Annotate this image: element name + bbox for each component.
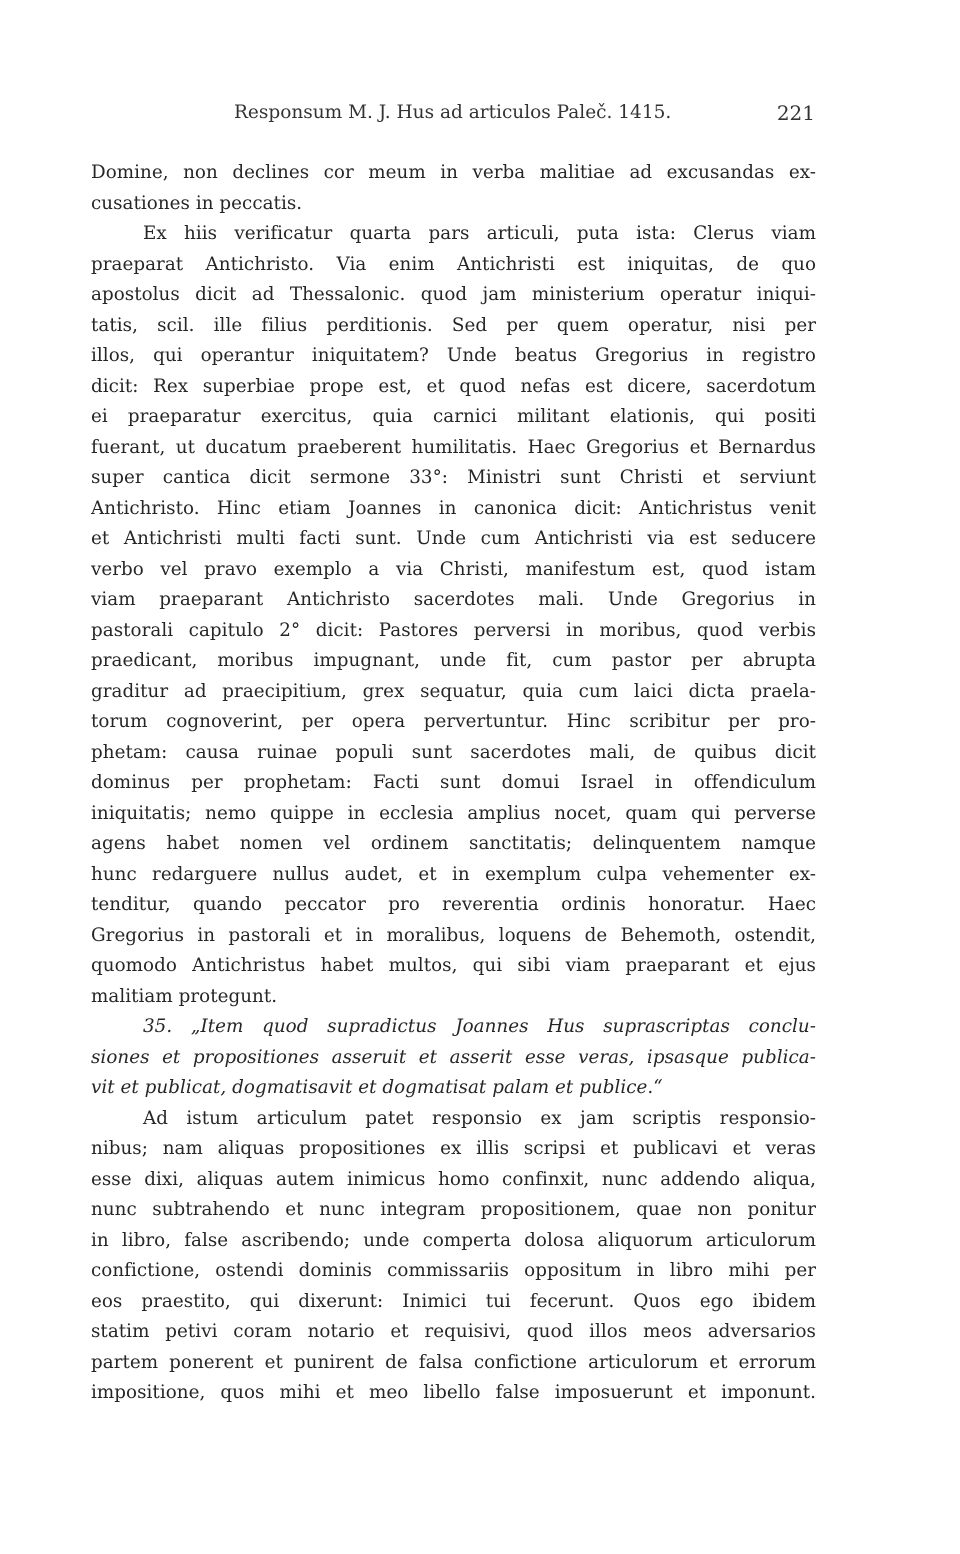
text-line: super cantica dicit sermone 33°: Ministri sunt Christi et serviunt: [91, 467, 816, 488]
text-line: nunc subtrahendo et nunc integram propositionem, quae non ponitur: [91, 1199, 816, 1220]
text-line: verbo vel pravo exemplo a via Christi, manifestum est, quod istam: [91, 558, 816, 580]
text-line: statim petivi coram notario et requisivi, quod illos meos adversarios: [91, 1321, 816, 1342]
text-line: pastorali capitulo 2° dicit: Pastores perversi in moribus, quod verbis: [91, 619, 816, 641]
text-line: in libro, false ascribendo; unde comperta dolosa aliquorum articulorum: [91, 1229, 816, 1251]
text-line: Ex hiis verificatur quarta pars articuli, puta ista: Clerus viam: [143, 223, 816, 244]
text-line: Ad istum articulum patet responsio ex jam scriptis responsio-: [143, 1107, 816, 1129]
article-heading-line: vit et publicat, dogmatisavit et dogmatisat palam et publice.“: [91, 1077, 663, 1098]
text-line: tatis, scil. ille filius perditionis. Sed per quem operatur, nisi per: [91, 314, 816, 336]
text-line: iniquitatis; nemo quippe in ecclesia amplius nocet, quam qui perverse: [91, 802, 816, 824]
article-heading-line: 35. „Item quod supradictus Joannes Hus suprascriptas conclu-: [143, 1016, 816, 1037]
text-line: praedicant, moribus impugnant, unde fit, cum pastor per abrupta: [91, 650, 816, 671]
text-line: nibus; nam aliquas propositiones ex illis scripsi et publicavi et veras: [91, 1138, 816, 1159]
running-title: Responsum M. J. Hus ad articulos Paleč. 1415.: [234, 102, 672, 123]
text-line: phetam: causa ruinae populi sunt sacerdotes mali, de quibus dicit: [91, 741, 816, 763]
text-line: hunc redarguere nullus audet, et in exemplum culpa vehementer ex-: [91, 863, 816, 885]
text-line: eos praestito, qui dixerunt: Inimici tui fecerunt. Quos ego ibidem: [91, 1290, 816, 1312]
text-line: tenditur, quando peccator pro reverentia ordinis honoratur. Haec: [91, 894, 816, 915]
text-line: Antichristo. Hinc etiam Joannes in canonica dicit: Antichristus venit: [91, 497, 816, 519]
text-line: Domine, non declines cor meum in verba malitiae ad excusandas ex-: [91, 162, 816, 183]
text-line: partem ponerent et punirent de falsa confictione articulorum et errorum: [91, 1351, 816, 1373]
text-line: ei praeparatur exercitus, quia carnici militant elationis, qui positi: [91, 406, 816, 427]
text-line: apostolus dicit ad Thessalonic. quod jam ministerium operatur iniqui-: [91, 284, 816, 305]
text-line: et Antichristi multi facti sunt. Unde cum Antichristi via est seducere: [91, 528, 816, 549]
text-line: quomodo Antichristus habet multos, qui sibi viam praeparant et ejus: [91, 955, 816, 976]
text-line: fuerant, ut ducatum praeberent humilitatis. Haec Gregorius et Bernardus: [91, 436, 816, 458]
text-line: Gregorius in pastorali et in moralibus, loquens de Behemoth, ostendit,: [91, 924, 816, 946]
text-line: malitiam protegunt.: [91, 985, 278, 1007]
text-line: cusationes in peccatis.: [91, 192, 303, 214]
text-line: esse dixi, aliquas autem inimicus homo confinxit, nunc addendo aliqua,: [91, 1168, 816, 1190]
running-head: [92, 96, 815, 130]
text-line: impositione, quos mihi et meo libello false imposuerunt et imponunt.: [91, 1382, 816, 1403]
text-line: torum cognoverint, per opera pervertuntur. Hinc scribitur per pro-: [91, 711, 816, 732]
text-line: dicit: Rex superbiae prope est, et quod nefas est dicere, sacerdotum: [91, 375, 816, 397]
article-heading-line: siones et propositiones asseruit et asserit esse veras, ipsasque publica-: [91, 1046, 816, 1068]
text-line: illos, qui operantur iniquitatem? Unde beatus Gregorius in registro: [91, 345, 816, 366]
text-line: confictione, ostendi dominis commissariis oppositum in libro mihi per: [91, 1260, 816, 1281]
text-line: graditur ad praecipitium, grex sequatur, quia cum laici dicta praela-: [91, 680, 816, 702]
text-line: viam praeparant Antichristo sacerdotes mali. Unde Gregorius in: [91, 589, 816, 610]
text-line: dominus per prophetam: Facti sunt domui Israel in offendiculum: [91, 772, 816, 793]
text-line: praeparat Antichristo. Via enim Antichristi est iniquitas, de quo: [91, 253, 816, 275]
text-line: agens habet nomen vel ordinem sanctitatis; delinquentem namque: [91, 833, 816, 854]
page-number: 221: [776, 101, 815, 125]
body-text: [91, 158, 816, 1409]
